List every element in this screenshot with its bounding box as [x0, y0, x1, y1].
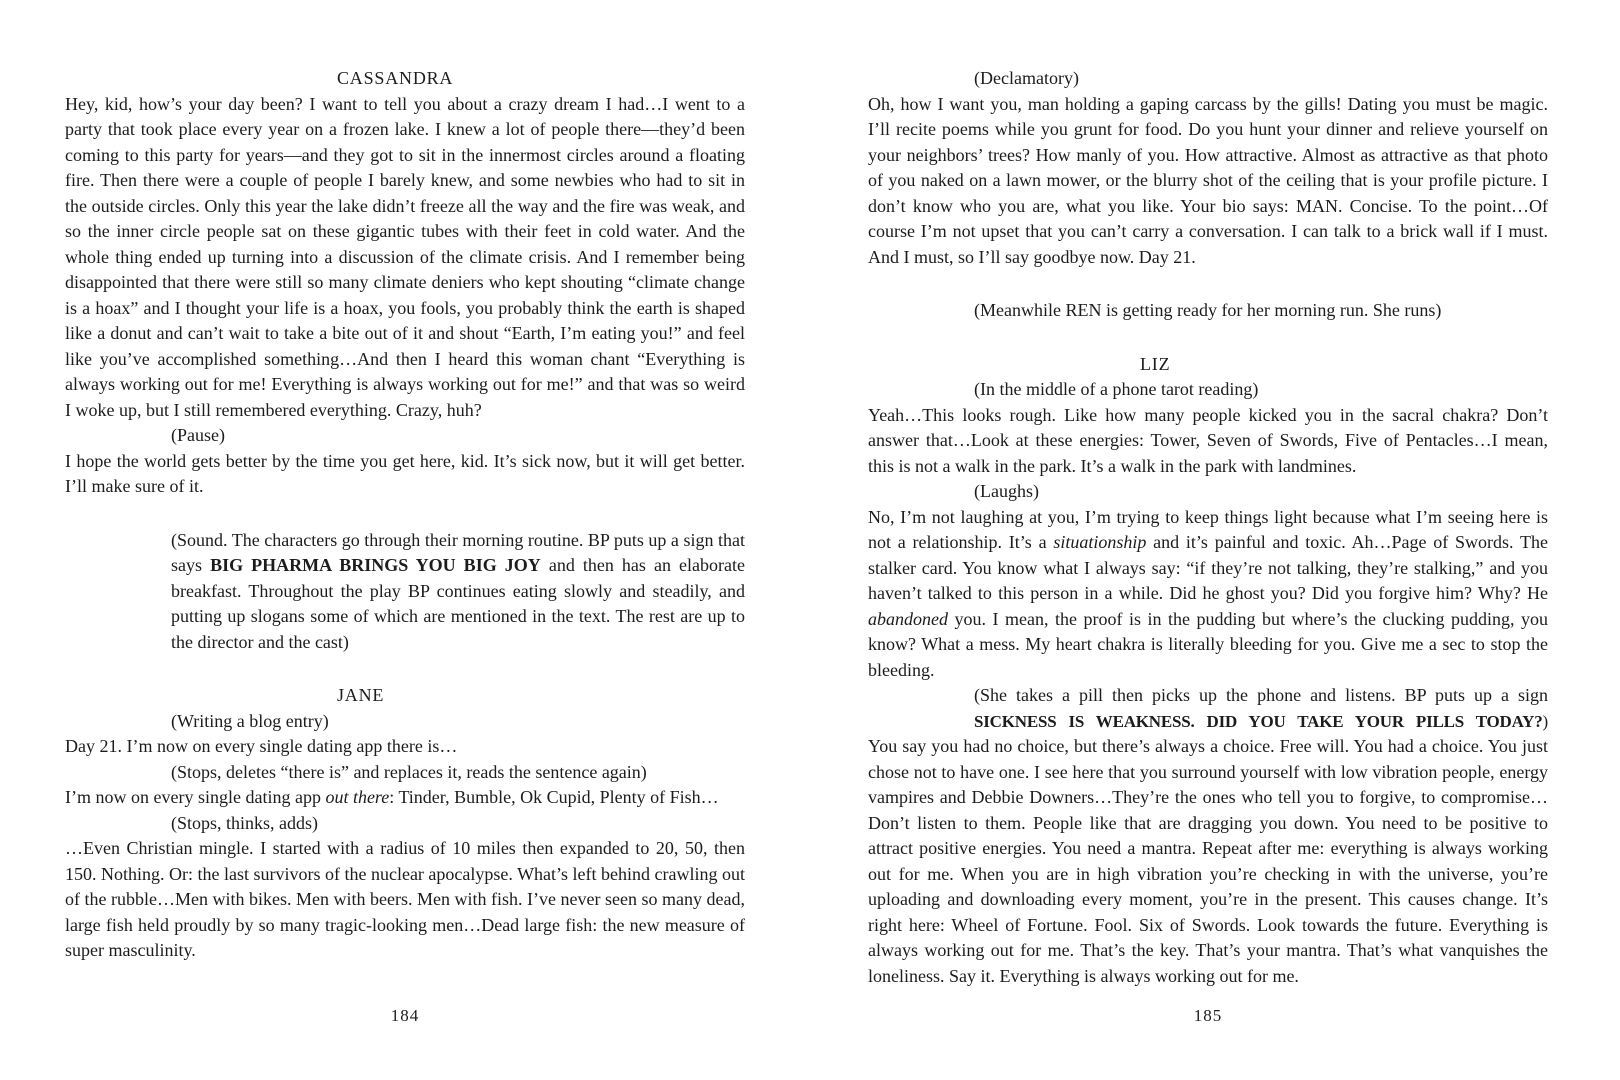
dialogue-liz-mantra: You say you had no choice, but there’s always a choice. Free will. You had a choice. You just chose not to have one. I see here that you surround yourself with low vibration people, energy vampires and Debbie Downers…They’re the ones who tell you to forgive, to compromise…Don’t listen to them. People like that are dragging you down. You need to be positive to attract positive energies. You need a mantra. Repeat after me: everything is always working out for me. When you are in high vibration you’re checking in with the universe, you’re uploading and downloading every moment, you’re in the present. This causes change. It’s right here: Wheel of Fortune. Fool. Six of Swords. Look towards the future. Everything is always working out for me. That’s the key. That’s your mantra. That’s what vanquishes the loneliness. Say it. Everything is always working out for me. [868, 736, 1548, 986]
character-name-jane: JANE [337, 685, 385, 705]
dialogue-cassandra-dream: Hey, kid, how’s your day been? I want to tell you about a crazy dream I had…I went to a party that took place every year on a frozen lake. I knew a lot of people there—they’d been coming to this party for years—and they got to sit in the innermost circles around a floating fire. Then there were a couple of people I barely knew, and some newbies who had to sit in the outside circles. Only this year the lake didn’t freeze all the way and the fire was weak, and so the inner circle people sat on these gigantic tubes with their feet in cold water. And the whole thing ended up turning into a discussion of the climate crisis. And I remember being disappointed that there were still so many climate deniers who kept shouting “climate change is a hoax” and I thought your life is a hoax, you fools, you probably think the earth is shaped like a donut and can’t wait to take a bite out of it and shout “Earth, I’m eating you!” and feel like you’ve accomplished something…And then I heard this woman chant “Everything is always working out for me! Everything is always working out for me!” and that was so weird I woke up, but I still remembered everything. Crazy, huh? [65, 93, 745, 420]
dialogue-text-seg2: and it’s painful and toxic. Ah…Page of Swords. The stalker card. You know what I always say: “if they’re not talking, they’re stalking,” and you haven’t talked to this person in a while. Did he ghost you? Did you forgive him? Why? He [868, 532, 1548, 603]
slogan-sickness-line [974, 709, 1548, 735]
slogan-big-pharma: BIG PHARMA BRINGS YOU BIG JOY [210, 555, 541, 575]
stage-direction-laughs: (Laughs) [974, 481, 1039, 501]
dialogue-liz-rough: Yeah…This looks rough. Like how many people kicked you in the sacral chakra? Don’t answer that…Look at these energies: Tower, Seven of Swords, Five of Pentacles…I mean, this is not a walk in the park. It’s a walk in the park with landmines. [868, 404, 1548, 476]
dialogue-text-seg3: you. I mean, the proof is in the pudding but where’s the clucking pudding, you know? What a mess. My heart chakra is literally bleeding for you. Give me a sec to stop the bleeding. [868, 608, 1548, 680]
stage-direction-blog-entry: (Writing a blog entry) [171, 710, 329, 731]
direction-text-pill: (She takes a pill then picks up the phone and listens. BP puts up a sign [974, 685, 1548, 705]
direction-text-post: and then has an elaborate breakfast. Throughout the play BP continues eating slowly and steadily, and putting up slogans some of which are mentioned in the text. The rest are up to the director and the cast) [171, 555, 746, 652]
stage-direction-stops-thinks: (Stops, thinks, adds) [171, 812, 319, 833]
stage-direction-stops-deletes: (Stops, deletes “there is” and replaces it, reads the sentence again) [171, 761, 647, 782]
dialogue-text-seg1: No, I’m not laughing at you, I’m trying to keep things light because what I’m seeing here is not a relationship. It’s a [868, 506, 1548, 552]
dialogue-text-italic: out there [325, 787, 390, 807]
dialogue-text-italic-abandoned: abandoned [868, 608, 948, 629]
page-number-185: 185 [1193, 1006, 1223, 1025]
stage-direction-pill-sign [974, 683, 1548, 734]
stage-direction-declamatory: (Declamatory) [974, 68, 1079, 88]
dialogue-jane-fish: …Even Christian mingle. I started with a radius of 10 miles then expanded to 20, 50, then 150. Nothing. Or: the last survivors of the nuclear apocalypse. What’s left behind crawling out of the rubble…Men with bikes. Men with beers. Men with fish. I’ve never seen so many dead, large fish held proudly by so many tragic-looking men…Dead large fish: the new measure of super masculinity. [65, 838, 746, 960]
page-left [65, 66, 745, 1080]
stage-direction-pause: (Pause) [171, 425, 225, 445]
stage-direction-tarot-reading: (In the middle of a phone tarot reading) [974, 379, 1259, 399]
dialogue-text-pre: I’m now on every single dating app [65, 787, 326, 807]
dialogue-jane-carcass: Oh, how I want you, man holding a gaping carcass by the gills! Dating you must be magic. I’ll recite poems while you grunt for food. Do you hunt your dinner and relieve yourself on your neighbors’ trees? How manly of you. How attractive. Almost as attractive as that photo of you naked on a lawn mower, or the blurry shot of the ceiling that is your profile picture. I don’t know who you are, what you like. Your bio says: MAN. Concise. To the point…Of course I’m not upset that you can’t carry a conversation. I can talk to a brick wall if I must. And I must, so I’ll say goodbye now. Day 21. [868, 93, 1548, 267]
page-number-184: 184 [390, 1006, 420, 1025]
direction-close-paren: ) [1542, 711, 1548, 731]
dialogue-cassandra-hope: I hope the world gets better by the time you get here, kid. It’s sick now, but it will get better. I’ll make sure of it. [65, 450, 745, 496]
dialogue-text-post: : Tinder, Bumble, Ok Cupid, Plenty of Fish… [389, 787, 719, 807]
dialogue-jane-apps [65, 785, 745, 811]
stage-direction-meanwhile-ren: (Meanwhile REN is getting ready for her morning run. She runs) [974, 300, 1442, 320]
dialogue-text-italic-situationship: situationship [1053, 532, 1147, 552]
character-name-liz: LIZ [1140, 353, 1171, 374]
dialogue-liz-situationship [868, 505, 1548, 684]
dialogue-jane-day21: Day 21. I’m now on every single dating app there is… [65, 736, 458, 756]
stage-direction-sound [171, 528, 745, 656]
slogan-sickness: SICKNESS IS WEAKNESS. DID YOU TAKE YOUR PILLS TODAY? [974, 711, 1543, 731]
character-name-cassandra: CASSANDRA [337, 68, 454, 88]
direction-text-pre: (Sound. The characters go through their morning routine. BP puts up a sign that says [171, 529, 745, 575]
page-right [868, 66, 1548, 1080]
